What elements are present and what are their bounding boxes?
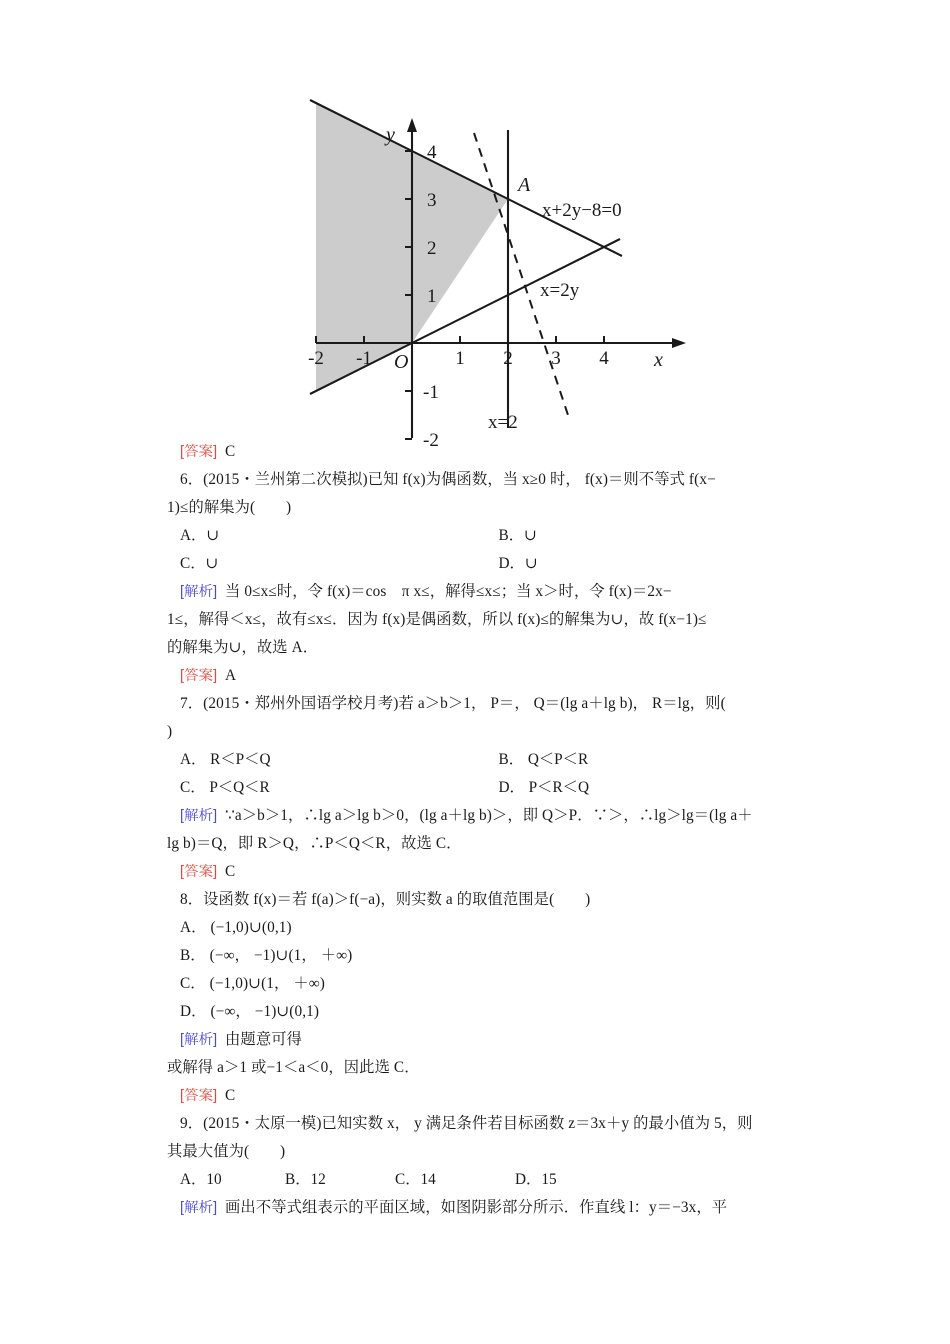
answer-block-8 (167, 1082, 817, 1110)
x-tick-label: -1 (356, 348, 372, 369)
options-6-row-1 (167, 522, 817, 550)
option-6-b[interactable]: B．∪ (498, 527, 537, 544)
answer-tag: [答案] (180, 668, 218, 684)
option-9-c[interactable]: C．14 (395, 1171, 436, 1188)
point-a-label: A (518, 174, 531, 196)
answer-block-7 (167, 858, 817, 886)
answer-tag: [答案] (180, 1088, 218, 1104)
y-tick-label: -2 (423, 430, 439, 451)
y-tick-label: -1 (423, 382, 439, 403)
option-6-c[interactable]: C．∪ (180, 555, 219, 572)
solution-block-9-line-1 (167, 1194, 817, 1222)
y-tick-label: 4 (427, 142, 437, 163)
solution-block-8-line-2: 或解得 a＞1 或−1＜a＜0，因此选 C． (167, 1059, 420, 1076)
solution-text: 画出不等式组表示的平面区域，如图阴影部分所示．作直线 l：y＝−3x，平 (217, 1199, 728, 1216)
answer-text: A (217, 667, 237, 684)
solution-tag: [解析] (180, 1032, 218, 1048)
options-6-row-2 (167, 550, 817, 578)
solution-text: 由题意可得 (217, 1031, 303, 1048)
answer-tag: [答案] (180, 864, 218, 880)
y-axis-label: y (386, 124, 395, 146)
options-7-row-2 (167, 774, 817, 802)
inequality-region-figure (167, 108, 817, 451)
solution-block-7-line-2: lg b)＝Q，即 R＞Q，∴P＜Q＜R，故选 C． (167, 835, 462, 852)
option-8-d[interactable]: D． (−∞， −1)∪(0,1) (180, 1003, 320, 1020)
option-9-d[interactable]: D．15 (515, 1171, 557, 1188)
y-tick-label: 3 (427, 190, 437, 211)
question-6-line-2: 1)≤的解集为( ) (167, 499, 292, 516)
option-9-a[interactable]: A．10 (180, 1171, 222, 1188)
solution-tag: [解析] (180, 1200, 218, 1216)
answer-text: C (217, 443, 236, 460)
option-6-a[interactable]: A．∪ (180, 527, 220, 544)
option-8-a[interactable]: A． (−1,0)∪(0,1) (180, 919, 292, 936)
question-8-line-1: 8．设函数 f(x)＝若 f(a)＞f(−a)，则实数 a 的取值范围是( ) (180, 891, 591, 908)
origin-label: O (394, 351, 409, 373)
line-label-x-plus-2y-minus-8: x+2y−8=0 (542, 200, 622, 221)
solution-block-7-line-1 (167, 802, 817, 830)
answer-text: C (217, 863, 236, 880)
question-9-line-1: 9．(2015・太原一模)已知实数 x， y 满足条件若目标函数 z＝3x＋y 的最小值为 5，则 (180, 1115, 753, 1132)
line-label-x-equals-2: x=2 (488, 412, 518, 433)
option-9-b[interactable]: B．12 (285, 1171, 326, 1188)
solution-text: ∵a＞b＞1，∴lg a＞lg b＞0，(lg a＋lg b)＞，即 Q＞P．∵＞，∴lg＞lg＝(lg a＋ (217, 807, 753, 824)
y-tick-label: 1 (427, 286, 437, 307)
page-content (167, 108, 817, 1222)
x-axis-label: x (654, 349, 663, 371)
question-9-line-2: 其最大值为( ) (167, 1143, 286, 1160)
x-tick-label: 4 (599, 348, 609, 369)
answer-block-5 (167, 438, 817, 466)
solution-block-6-line-3: 的解集为∪，故选 A． (167, 639, 319, 656)
solution-block-8-line-1 (167, 1026, 817, 1054)
question-6-line-1: 6．(2015・兰州第二次模拟)已知 f(x)为偶函数，当 x≥0 时， f(x)＝则不等式 f(x− (180, 471, 716, 488)
option-7-d[interactable]: D． P＜R＜Q (498, 779, 590, 796)
solution-tag: [解析] (180, 584, 218, 600)
option-8-c[interactable]: C． (−1,0)∪(1， ＋∞) (180, 975, 325, 992)
y-axis-arrow (407, 118, 417, 132)
question-7-line-1: 7．(2015・郑州外国语学校月考)若 a＞b＞1， P＝， Q＝(lg a＋lg b)， R＝lg，则( (180, 695, 726, 712)
solution-block-6-line-2: 1≤，解得＜x≤，故有≤x≤．因为 f(x)是偶函数，所以 f(x)≤的解集为∪，故 f(x−1)≤ (167, 611, 707, 628)
options-9-row (167, 1166, 817, 1194)
x-tick-label: 1 (455, 348, 465, 369)
y-tick-label: 2 (427, 238, 437, 259)
option-8-b[interactable]: B． (−∞， −1)∪(1， ＋∞) (180, 947, 353, 964)
question-7-line-2: ) (167, 723, 173, 740)
option-6-d[interactable]: D．∪ (498, 555, 538, 572)
x-tick-label: -2 (308, 348, 324, 369)
solution-tag: [解析] (180, 808, 218, 824)
option-7-c[interactable]: C． P＜Q＜R (180, 779, 270, 796)
line-label-x-equals-2y: x=2y (540, 280, 580, 301)
solution-block-6-line-1 (167, 578, 817, 606)
answer-text: C (217, 1087, 236, 1104)
option-7-a[interactable]: A． R＜P＜Q (180, 751, 271, 768)
option-7-b[interactable]: B． Q＜P＜R (498, 751, 589, 768)
x-tick-label: 3 (551, 348, 561, 369)
solution-text: 当 0≤x≤时，令 f(x)＝cos π x≤，解得≤x≤；当 x＞时，令 f(x)＝2x− (217, 583, 672, 600)
options-7-row-1 (167, 746, 817, 774)
answer-tag: [答案] (180, 444, 218, 460)
x-axis-arrow (672, 338, 686, 348)
graph-svg (302, 108, 702, 451)
answer-block-6 (167, 662, 817, 690)
x-tick-label: 2 (503, 348, 513, 369)
